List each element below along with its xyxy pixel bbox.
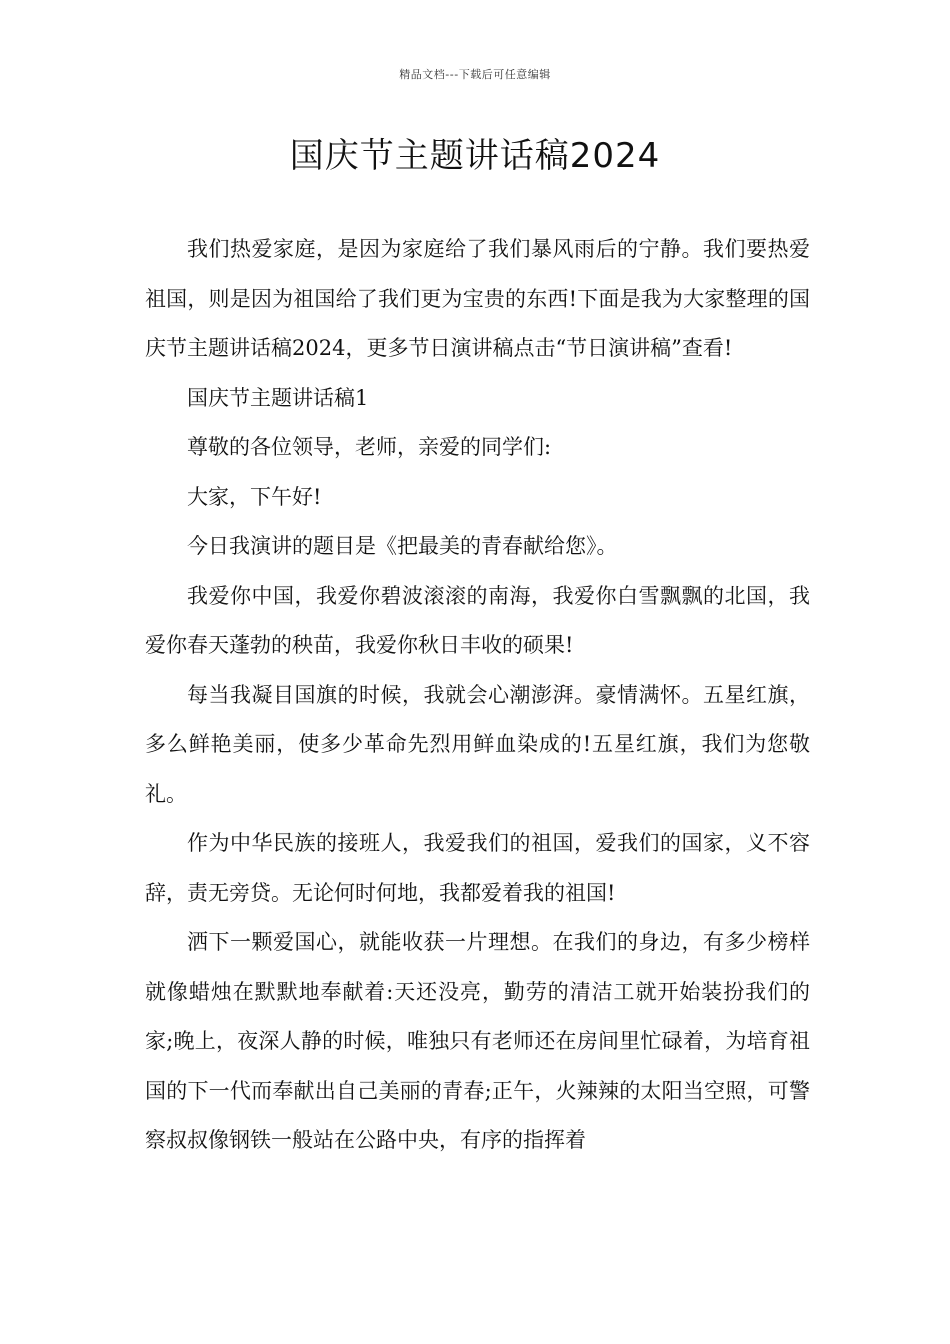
paragraph-greeting: 大家，下午好! (187, 484, 322, 509)
paragraph-successor: 作为中华民族的接班人，我爱我们的祖国，爱我们的国家，义不容辞，责无旁贷。无论何时何地，我都爱着我的祖国! (145, 831, 810, 905)
document-title: 国庆节主题讲话稿2024 (289, 136, 661, 176)
document-body (145, 225, 810, 1166)
paragraph-national-flag: 每当我凝目国旗的时候，我就会心潮澎湃。豪情满怀。五星红旗，多么鲜艳美丽，使多少革命先烈用鲜血染成的!五星红旗，我们为您敬礼。 (145, 682, 810, 806)
paragraph-salutation: 尊敬的各位领导，老师，亲爱的同学们: (187, 435, 552, 459)
paragraph-topic: 今日我演讲的题目是《把最美的青春献给您》。 (187, 534, 618, 558)
paragraph-section-heading: 国庆节主题讲话稿1 (187, 385, 369, 410)
paragraph-role-models: 洒下一颗爱国心，就能收获一片理想。在我们的身边，有多少榜样就像蜡烛在默默地奉献着:天还没亮，勤劳的清洁工就开始装扮我们的家;晚上，夜深人静的时候，唯独只有老师还在房间里忙碌着，为培育祖国的下一代而奉献出自己美丽的青春;正午，火辣辣的太阳当空照，可警察叔叔像钢铁一般站在公路中央，有序的指挥着 (145, 930, 810, 1152)
paragraph-intro: 我们热爱家庭，是因为家庭给了我们暴风雨后的宁静。我们要热爱祖国，则是因为祖国给了我们更为宝贵的东西!下面是我为大家整理的国庆节主题讲话稿2024，更多节日演讲稿点击“节日演讲稿”查看! (145, 237, 810, 360)
paragraph-love-china: 我爱你中国，我爱你碧波滚滚的南海，我爱你白雪飘飘的北国，我爱你春天蓬勃的秧苗，我爱你秋日丰收的硕果! (145, 583, 810, 657)
header-note: 精品文档---下载后可任意编辑 (399, 68, 551, 81)
